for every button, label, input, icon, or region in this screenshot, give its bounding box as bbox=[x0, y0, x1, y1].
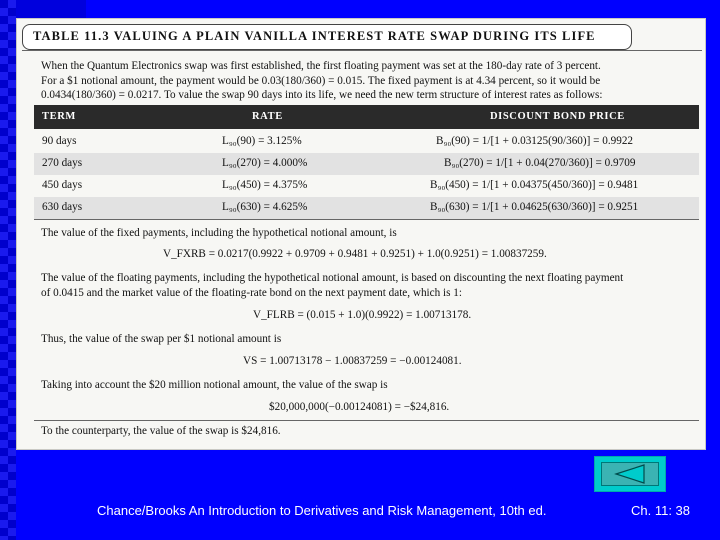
table-row bbox=[34, 197, 699, 219]
swap-equation: VS = 1.00713178 − 1.00837259 = −0.00124081. bbox=[243, 355, 462, 367]
notional-text: Taking into account the $20 million notional amount, the value of the swap is bbox=[41, 379, 388, 391]
conclusion-rule bbox=[34, 420, 699, 421]
swap-text: Thus, the value of the swap per $1 notional amount is bbox=[41, 333, 282, 345]
fixed-text: The value of the fixed payments, including the hypothetical notional amount, is bbox=[41, 227, 397, 239]
floating-line: of 0.0415 and the market value of the floating-rate bond on the next payment date, which is 1: bbox=[41, 286, 462, 299]
notional-equation: $20,000,000(−0.00124081) = −$24,816. bbox=[269, 401, 450, 413]
floating-equation: V_FLRB = (0.015 + 1.0)(0.9922) = 1.00713178. bbox=[253, 309, 472, 321]
footer-citation: Chance/Brooks An Introduction to Derivatives and Risk Management, 10th ed. bbox=[97, 503, 547, 518]
term-cell: 90 days bbox=[42, 135, 77, 147]
intro-line: For a $1 notional amount, the payment would be 0.03(180/360) = 0.015. The fixed payment is at 4.34 percent, so it would be bbox=[41, 74, 601, 87]
rate-cell: L₉₀(90) = 3.125% bbox=[222, 135, 302, 147]
fixed-equation: V_FXRB = 0.0217(0.9922 + 0.9709 + 0.9481 + 0.9251) + 1.0(0.9251) = 1.00837259. bbox=[163, 248, 547, 260]
intro-line: 0.0434(180/360) = 0.0217. To value the swap 90 days into its life, we need the new term structure of interest rates as follows: bbox=[41, 89, 603, 101]
previous-slide-button[interactable] bbox=[594, 456, 666, 492]
table-header-row bbox=[34, 105, 699, 129]
price-cell: B₉₀(630) = 1/[1 + 0.04625(630/360)] = 0.9251 bbox=[430, 201, 639, 213]
price-cell: B₉₀(90) = 1/[1 + 0.03125(90/360)] = 0.9922 bbox=[436, 135, 634, 147]
rate-cell: L₉₀(450) = 4.375% bbox=[222, 179, 308, 191]
intro-paragraph bbox=[41, 59, 687, 103]
table-row bbox=[34, 153, 699, 175]
table-row bbox=[34, 175, 699, 197]
price-cell: B₉₀(450) = 1/[1 + 0.04375(450/360)] = 0.9481 bbox=[430, 179, 639, 191]
floating-line: The value of the floating payments, including the hypothetical notional amount, is based on discounting the next floating payment bbox=[41, 272, 624, 284]
decorative-top-band bbox=[16, 0, 86, 18]
floating-paragraph bbox=[41, 271, 687, 300]
table-bottom-rule bbox=[34, 219, 699, 220]
decorative-checker-strip bbox=[0, 0, 16, 540]
intro-line: When the Quantum Electronics swap was first established, the first floating payment was set at the 180-day rate of 3 percent. bbox=[41, 60, 601, 72]
rate-cell: L₉₀(270) = 4.000% bbox=[222, 157, 308, 169]
term-cell: 630 days bbox=[42, 201, 83, 213]
table-image-panel bbox=[16, 18, 706, 450]
title-rule bbox=[22, 50, 702, 51]
header-price: DISCOUNT BOND PRICE bbox=[490, 111, 625, 122]
triangle-left-icon bbox=[601, 462, 659, 486]
slide-number: Ch. 11: 38 bbox=[631, 503, 691, 518]
header-term: TERM bbox=[42, 111, 76, 122]
table-row bbox=[34, 131, 699, 153]
header-rate: RATE bbox=[252, 111, 283, 122]
counterparty-text: To the counterparty, the value of the swap is $24,816. bbox=[41, 425, 281, 437]
term-cell: 270 days bbox=[42, 157, 83, 169]
rate-cell: L₉₀(630) = 4.625% bbox=[222, 201, 308, 213]
term-cell: 450 days bbox=[42, 179, 83, 191]
price-cell: B₉₀(270) = 1/[1 + 0.04(270/360)] = 0.9709 bbox=[444, 157, 636, 169]
table-title: TABLE 11.3 VALUING A PLAIN VANILLA INTEREST RATE SWAP DURING ITS LIFE bbox=[33, 29, 596, 43]
